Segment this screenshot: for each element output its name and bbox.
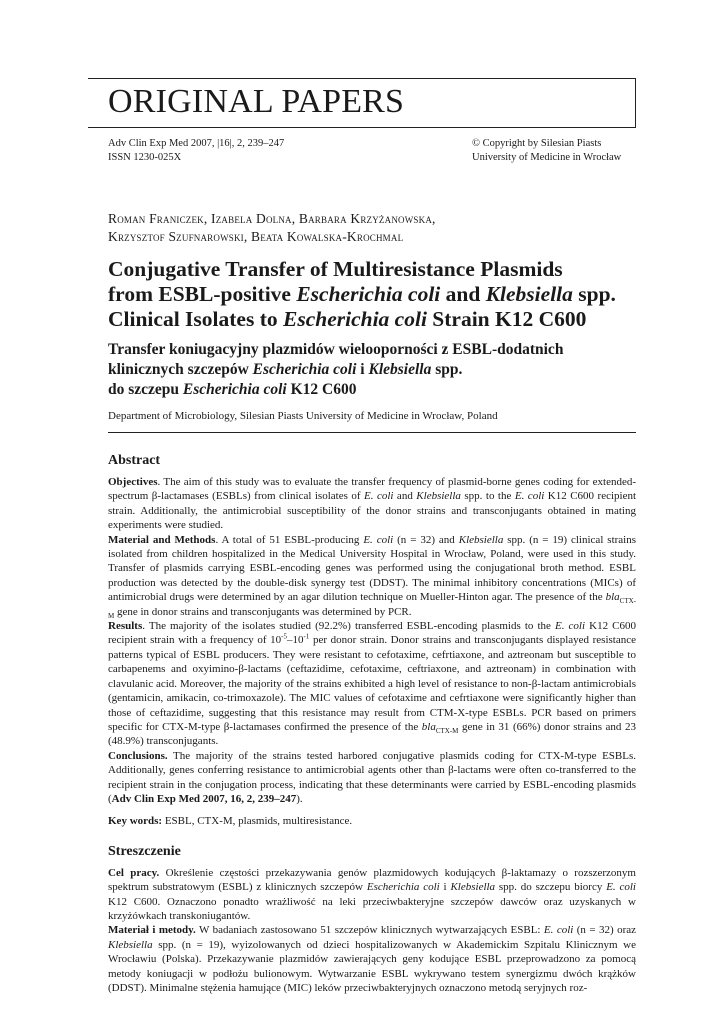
abstract-methods: Material and Methods. A total of 51 ESBL-producing E. coli (n = 32) and Klebsiella spp. (n = 19) clinical strains isolated from children hospitalized in the Medical University Hospital in Wrocław, Poland, were used in this study. Transfer of plasmids carrying ESBL-encoding genes was performed using the conjugational broth method. ESBL production was detected by the double-disk synergy test (DDST). The minimal inhibitory concentrations (MICs) of antimicrobial drugs were determined by an agar dilution technique on Mueller-Hinton agar. The presence of the bla$_{CTX-M}$ gene in donor strains and transconjugants was determined by PCR. [108,533,637,620]
streszczenie-heading: Streszczenie [108,843,181,859]
article-title-polish [108,340,648,400]
streszczenie-cel: Cel pracy. Określenie częstości przekazywania genów plazmidowych kodujących β-laktamazy o rozszerzonym spektrum substratowym (ESBL) z klinicznych szczepów Escherichia coli i Klebsiella spp. do szczepu biorcy E. coli K12 C600. Oznaczono ponadto wrażliwość na leki przeciwbakteryjne szczepów dawców oraz uzyskanych w krzyżówkach transkoniugantów. [108,866,636,922]
article-title [108,257,648,332]
abstract-objectives: Objectives. The aim of this study was to evaluate the transfer frequency of plasmid-borne genes coding for extended-spectrum β-lactamases (ESBLs) from clinical isolates of E. coli and Klebsiella spp. to the E. coli K12 C600 recipient strain. Additionally, the antimicrobial susceptibility of the donor strains and transconjugants obtained in mating experiments were studied. [108,476,637,532]
journal-citation [108,137,284,165]
authors [108,210,436,246]
authors-line: Krzysztof Szufnarowski, Beata Kowalska-Krochmal [108,229,404,244]
title-line: Conjugative Transfer of Multiresistance Plasmids [108,257,563,281]
abstract-results: Results. The majority of the isolates studied (92.2%) transferred ESBL-encoding plasmids to the E. coli K12 C600 recipient strain with a frequency of $10^{-5}-10^{-1}$ per donor strain. Donor strains and transconjugants displayed resistance patterns typical of ESBL producers. They were resistant to cefotaxime, cefrtiaxone, and aztreonam but susceptible to carbapenems and oxyimino-β-lactams (ceftazidime, cefotaxime, ceftriaxone, and aztreonam) in combination with clavulanic acid. Moreover, the majority of the strains exhibited a high level of resistance to non-β-lactam antimicrobials (gentamicin, amikacin, co-trimoxazole). The MIC values of cefotaxime and cefrtiaxone were significantly higher than those of ceftazidime, suggesting that this resistance may result from CTM-X-type ESBLs. PCR based on primers specific for CTX-M-type β-lactamases confirmed the presence of the bla$_{CTX-M}$ gene in 31 (66%) donor strains and 23 (48.9%) transconjugants. [108,620,637,748]
streszczenie-section [108,843,636,996]
title-line: Clinical Isolates to Escherichia coli Strain K12 C600 [108,307,587,331]
title-line: klinicznych szczepów Escherichia coli i Klebsiella spp. [108,361,463,378]
abstract-conclusions: Conclusions. The majority of the strains tested harbored conjugative plasmids coding for CTX-M-type ESBLs. Additionally, genes conferring resistance to antimicrobial agents other than β-lactams were often co-transferred to the recipient strain in the conjugation process, indicating that these determinants were carried by ESBL-encoding plasmids (Adv Clin Exp Med 2007, 16, 2, 239–247). [108,749,636,805]
abstract-heading: Abstract [108,453,161,468]
copyright-line: University of Medicine in Wrocław [472,152,622,163]
title-line: Transfer koniugacyjny plazmidów wielooporności z ESBL-dodatnich [108,341,564,358]
title-line: do szczepu Escherichia coli K12 C600 [108,381,357,398]
keywords: Key words: ESBL, CTX-M, plasmids, multiresistance. [108,815,353,828]
section-title: ORIGINAL PAPERS [108,83,405,120]
copyright-line: © Copyright by Silesian Piasts [472,138,602,149]
authors-line: Roman Franiczek, Izabela Dolna, Barbara Krzyżanowska, [108,211,436,226]
abstract-section [108,452,636,829]
citation-line: Adv Clin Exp Med 2007, |16|, 2, 239–247 [108,138,285,149]
divider [108,432,636,433]
title-line: from ESBL-positive Escherichia coli and Klebsiella spp. [108,282,616,306]
affiliation: Department of Microbiology, Silesian Piasts University of Medicine in Wrocław, Poland [108,410,498,422]
section-header-box [88,78,636,128]
issn: ISSN 1230-025X [108,152,182,163]
streszczenie-metody: Materiał i metody. W badaniach zastosowano 51 szczepów klinicznych wytwarzających ESBL: E. coli (n = 32) oraz Klebsiella spp. (n = 19), wyizolowanych od dzieci hospitalizowanych w Akademickim Szpitalu Klinicznym we Wrocławiu (Polska). Przekazywanie plazmidów zawierających geny kodujące ESBL przeprowadzono za pomocą metody koniugacji w podłożu bulionowym. Wytwarzanie ESBL wykrywano testem synergizmu dwóch krążków (DDST). Minimalne stężenia hamujące (MIC) leków przeciwbakteryjnych oznaczono metodą seryjnych roz- [108,924,636,994]
copyright [472,137,621,165]
body-flow [108,452,636,995]
